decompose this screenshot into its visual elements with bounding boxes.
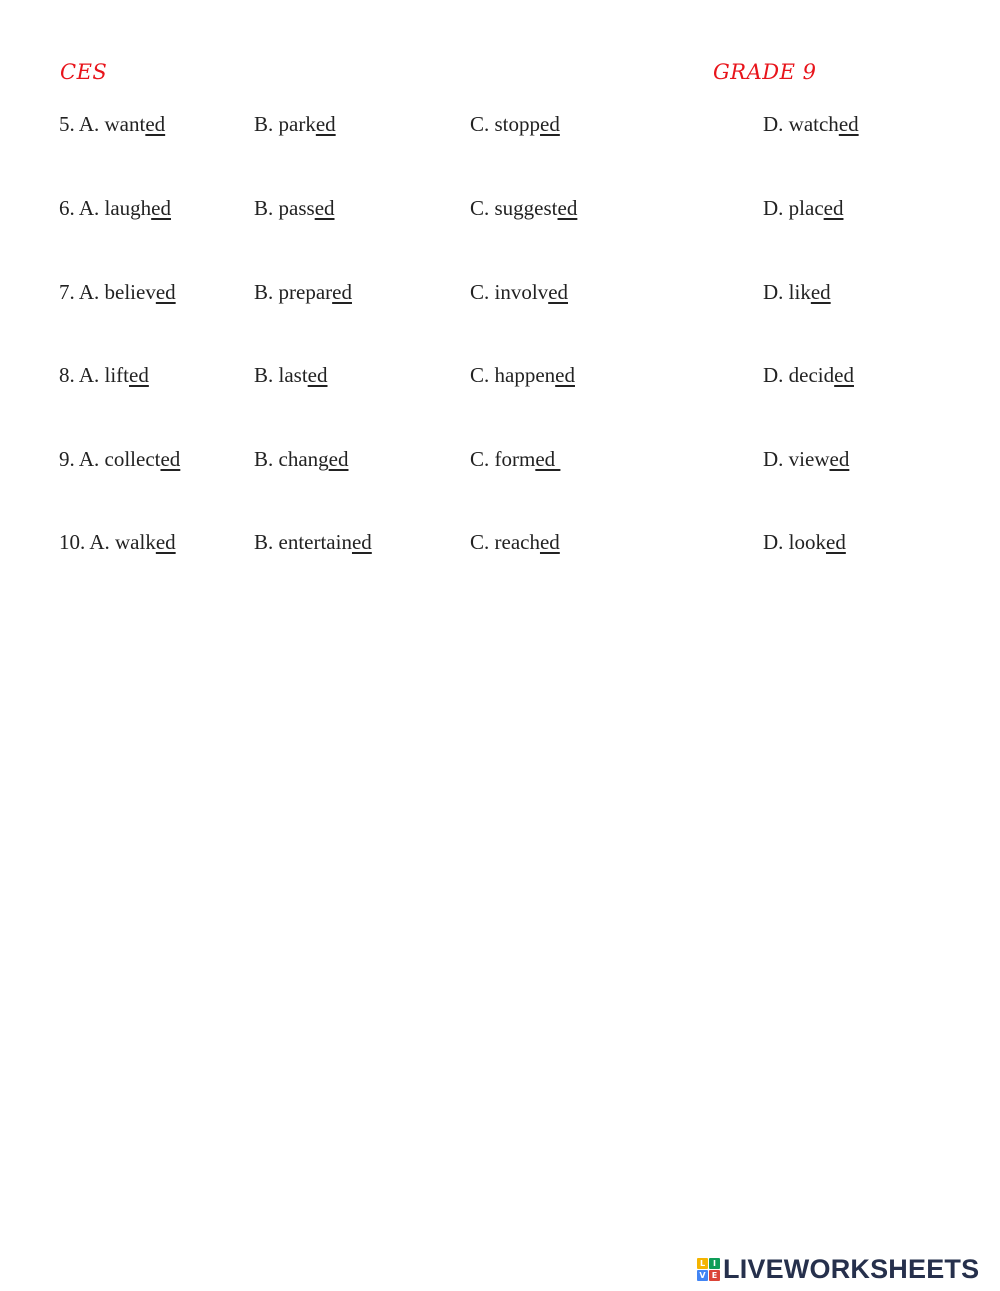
option-prefix: C. suggest xyxy=(470,196,558,220)
option-underlined-ending: ed xyxy=(810,280,831,304)
option-underlined-ending: ed xyxy=(129,363,149,387)
option-prefix: 7. A. believ xyxy=(59,280,156,304)
option-underlined-ending: ed xyxy=(314,196,335,220)
option-a xyxy=(59,447,180,472)
option-prefix: 5. A. want xyxy=(59,112,146,136)
option-d xyxy=(763,530,846,555)
option-prefix: B. park xyxy=(254,112,316,136)
option-underlined-ending: ed xyxy=(151,196,171,220)
option-b xyxy=(254,447,348,472)
option-d xyxy=(763,363,854,388)
option-a xyxy=(59,530,176,555)
header-grade-text: GRADE 9 xyxy=(713,60,817,84)
option-c xyxy=(470,530,560,555)
option-b xyxy=(254,112,336,137)
option-prefix: B. entertain xyxy=(254,530,352,554)
option-a xyxy=(59,280,176,305)
question-8 xyxy=(0,363,1000,393)
option-underlined-ending: ed xyxy=(328,447,349,471)
option-prefix: B. pass xyxy=(254,196,315,220)
option-a xyxy=(59,363,149,388)
option-prefix: D. decid xyxy=(763,363,835,387)
header-left-text: CES xyxy=(60,60,108,84)
option-prefix: D. plac xyxy=(763,196,824,220)
logo-icon-letter: I xyxy=(709,1258,720,1269)
option-underlined-ending: ed xyxy=(351,530,372,554)
option-prefix: D. look xyxy=(763,530,826,554)
option-prefix: C. stopp xyxy=(470,112,541,136)
option-b xyxy=(254,196,335,221)
option-underlined-ending: ed xyxy=(535,447,561,471)
logo-icon-letter: L xyxy=(697,1258,708,1269)
option-c xyxy=(470,196,577,221)
option-underlined-ending: ed xyxy=(145,112,166,136)
option-prefix: D. view xyxy=(763,447,830,471)
option-underlined-ending: ed xyxy=(548,280,569,304)
option-c xyxy=(470,112,560,137)
liveworksheets-icon xyxy=(697,1258,720,1281)
option-underlined-ending: ed xyxy=(826,530,846,554)
question-10 xyxy=(0,530,1000,560)
option-underlined-ending: ed xyxy=(829,447,850,471)
option-prefix: 10. A. walk xyxy=(59,530,156,554)
option-prefix: 8. A. lift xyxy=(59,363,130,387)
option-prefix: 6. A. laugh xyxy=(59,196,152,220)
option-underlined-ending: ed xyxy=(540,112,560,136)
question-9 xyxy=(0,447,1000,477)
option-prefix: B. chang xyxy=(254,447,329,471)
option-d xyxy=(763,196,843,221)
option-underlined-ending: ed xyxy=(838,112,859,136)
option-d xyxy=(763,112,859,137)
option-prefix: C. involv xyxy=(470,280,549,304)
option-underlined-ending: ed xyxy=(539,530,560,554)
option-d xyxy=(763,447,849,472)
option-c xyxy=(470,363,575,388)
option-b xyxy=(254,363,328,388)
option-underlined-ending: ed xyxy=(315,112,336,136)
option-prefix: C. form xyxy=(470,447,536,471)
option-b xyxy=(254,280,352,305)
option-a xyxy=(59,196,171,221)
option-prefix: B. prepar xyxy=(254,280,333,304)
option-underlined-ending: ed xyxy=(155,280,176,304)
liveworksheets-logo[interactable] xyxy=(697,1252,979,1286)
option-prefix: C. happen xyxy=(470,363,556,387)
option-d xyxy=(763,280,831,305)
option-underlined-ending: ed xyxy=(823,196,844,220)
option-prefix: D. watch xyxy=(763,112,839,136)
option-underlined-ending: ed xyxy=(155,530,176,554)
option-underlined-ending: ed xyxy=(160,447,181,471)
option-c xyxy=(470,280,568,305)
option-a xyxy=(59,112,165,137)
option-prefix: C. reach xyxy=(470,530,540,554)
option-underlined-ending: ed xyxy=(834,363,854,387)
question-6 xyxy=(0,196,1000,226)
logo-icon-letter: E xyxy=(709,1270,720,1281)
option-b xyxy=(254,530,372,555)
option-prefix: B. last xyxy=(254,363,308,387)
option-underlined-ending: ed xyxy=(557,196,578,220)
question-5 xyxy=(0,112,1000,142)
question-7 xyxy=(0,280,1000,310)
option-underlined-ending: ed xyxy=(555,363,575,387)
option-underlined-ending: ed xyxy=(307,363,328,387)
option-underlined-ending: ed xyxy=(332,280,352,304)
logo-text: LIVEWORKSHEETS xyxy=(723,1253,980,1284)
logo-icon-letter: V xyxy=(697,1270,708,1281)
option-prefix: D. lik xyxy=(763,280,811,304)
option-prefix: 9. A. collect xyxy=(59,447,161,471)
option-c xyxy=(470,447,560,472)
